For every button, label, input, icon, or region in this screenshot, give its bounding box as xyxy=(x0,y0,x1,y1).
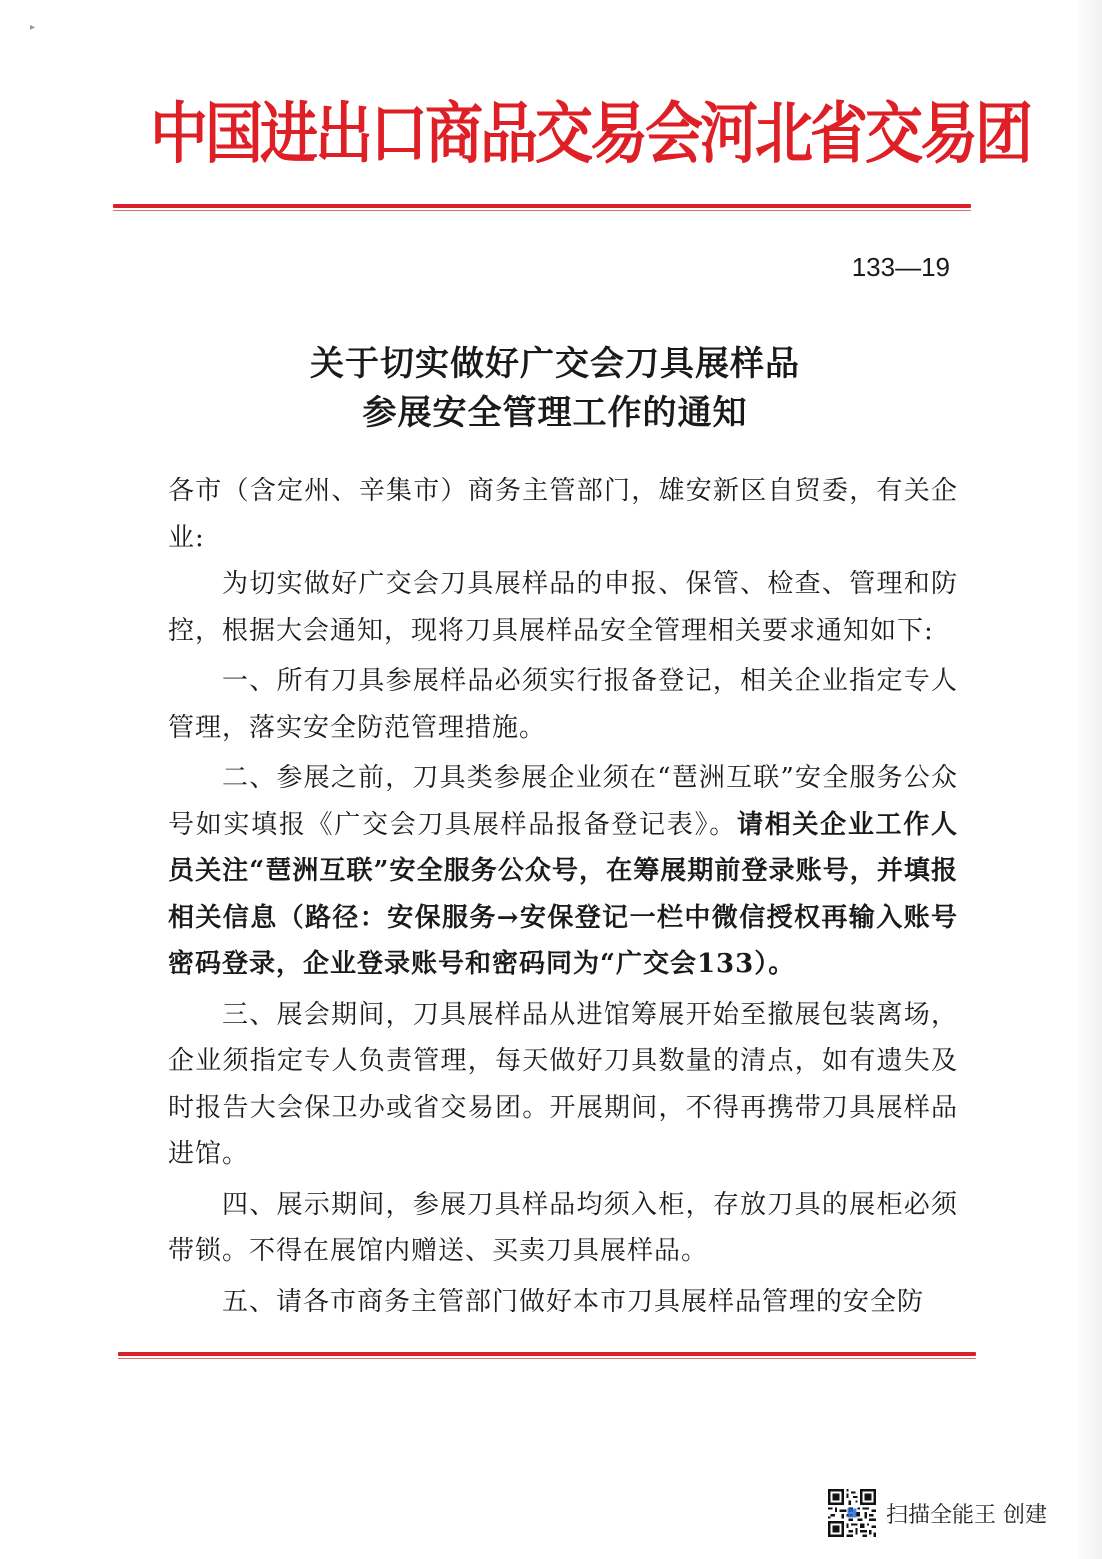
watermark-text: 扫描全能王 创建 xyxy=(886,1502,1047,1528)
item-2-emphasis: 请相关企业工作人员关注“琶洲互联”安全服务公众号，在筹展期前登录账号，并填报相关信息（路径：安保服务→安保登记一栏中微信授权再输入账号密码登录，企业登录账号和密码同为“广交会133）。 xyxy=(168,809,958,979)
document-body xyxy=(168,468,958,1329)
document-number: 133—19 xyxy=(851,252,950,282)
item-2-paragraph xyxy=(168,755,958,988)
page-edge xyxy=(1078,0,1102,1559)
document-title-line-1: 关于切实做好广交会刀具展样品 xyxy=(310,344,800,384)
salutation: 各市（含定州、辛集市）商务主管部门，雄安新区自贸委，有关企业: xyxy=(168,476,958,553)
item-4-paragraph: 四、展示期间，参展刀具样品均须入柜，存放刀具的展柜必须带锁。不得在展馆内赠送、买卖刀具展样品。 xyxy=(168,1189,958,1266)
item-2-text: 二、参展之前，刀具类参展企业须在“琶洲互联”安全服务公众号如实填报《广交会刀具展样品报备登记表》。 xyxy=(168,763,958,840)
footer-divider xyxy=(118,1352,976,1356)
item-3-paragraph: 三、展会期间，刀具展样品从进馆筹展开始至撤展包装离场，企业须指定专人负责管理，每天做好刀具数量的清点，如有遗失及时报告大会保卫办或省交易团。开展期间，不得再携带刀具展样品进馆。 xyxy=(168,999,958,1169)
scan-mark: ▸ xyxy=(30,22,36,33)
qr-code-icon xyxy=(828,1489,876,1537)
item-1-paragraph: 一、所有刀具参展样品必须实行报备登记，相关企业指定专人管理，落实安全防范管理措施。 xyxy=(168,666,958,743)
scanner-watermark xyxy=(828,1488,1047,1538)
letterhead-title: 中国进出口商品交易会河北省交易团 xyxy=(150,94,1031,173)
document-title-line-2: 参展安全管理工作的通知 xyxy=(362,393,748,433)
item-5-paragraph: 五、请各市商务主管部门做好本市刀具展样品管理的安全防 xyxy=(222,1286,925,1317)
letterhead-divider xyxy=(113,204,971,208)
intro-paragraph: 为切实做好广交会刀具展样品的申报、保管、检查、管理和防控，根据大会通知，现将刀具展样品安全管理相关要求通知如下: xyxy=(168,569,958,646)
